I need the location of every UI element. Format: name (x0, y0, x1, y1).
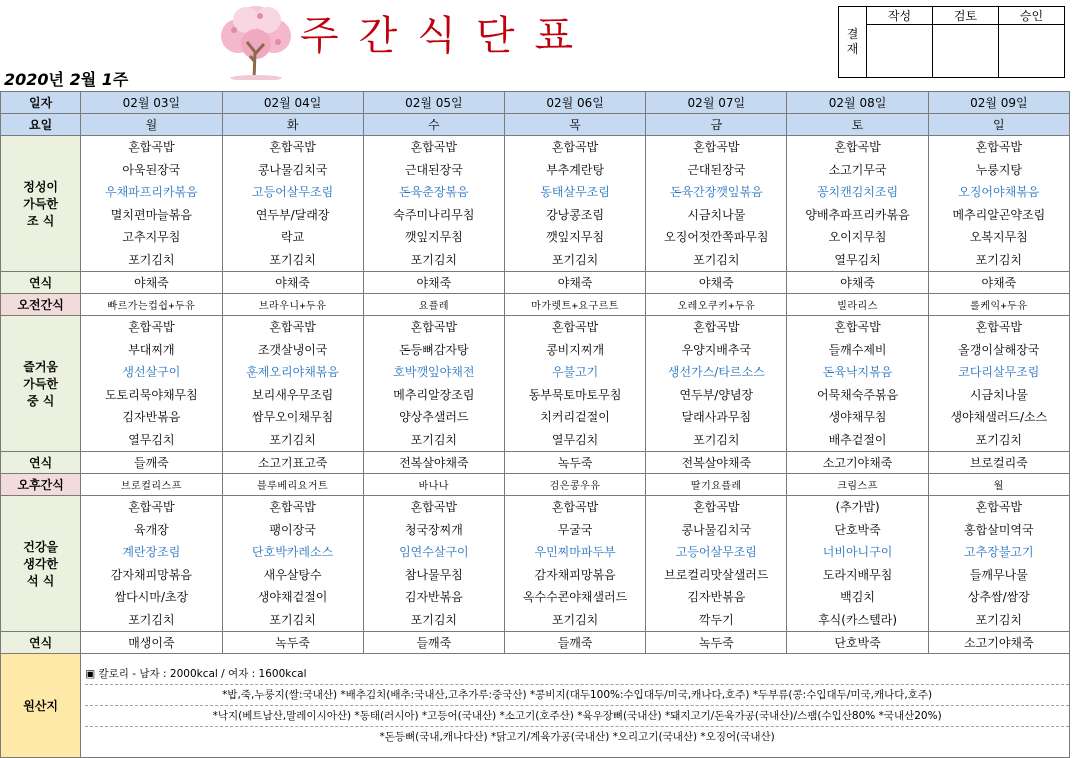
menu-item: 단호박카레소스 (252, 545, 334, 559)
menu-item: 시금치나물 (687, 207, 746, 222)
dinner-extra-row-label: 연식 (1, 632, 81, 654)
menu-item: 혼합곡밥 (410, 320, 458, 334)
menu-item: 고추장불고기 (964, 545, 1034, 559)
menu-item: 포기김치 (269, 432, 316, 447)
lunch-extra-cell: 소고기야채죽 (787, 452, 928, 474)
lunch-row-label: 즐거움 가득한 중 식 (1, 316, 81, 452)
approval-header-write: 작성 (867, 7, 933, 25)
menu-item: 포기김치 (128, 252, 175, 267)
menu-item: 혼합곡밥 (269, 320, 316, 334)
menu-item: 돈육낙지볶음 (822, 365, 893, 379)
menu-item: 혼합곡밥 (128, 500, 175, 514)
menu-item: 포기김치 (975, 432, 1023, 447)
approval-box (838, 6, 1065, 78)
menu-item: 청국장찌개 (404, 522, 463, 537)
breakfast-extra-row-label: 연식 (1, 272, 81, 294)
approval-sign-review[interactable] (933, 25, 999, 78)
menu-item: 조갯살냉이국 (257, 342, 328, 357)
morning-snack-cell: 빌라리스 (787, 294, 928, 316)
menu-item: 누룽지탕 (975, 162, 1023, 177)
menu-item: 포기김치 (693, 252, 740, 267)
lunch-cell (504, 316, 645, 452)
menu-item: 콩나물김치국 (257, 162, 328, 177)
menu-item: 깻잎지무침 (404, 230, 463, 244)
breakfast-cell (363, 136, 504, 272)
lunch-cell (928, 316, 1069, 452)
menu-item: 계란장조림 (122, 545, 181, 559)
afternoon-snack-cell: 월 (928, 474, 1069, 496)
menu-item: 들깨무나물 (969, 567, 1028, 582)
menu-item: 생선살구이 (122, 365, 181, 379)
menu-item: 김자반볶음 (122, 410, 181, 424)
dinner-cell (787, 496, 928, 632)
date-cell: 02월 06일 (504, 92, 645, 114)
menu-item: 혼합곡밥 (975, 320, 1023, 334)
menu-item: 포기김치 (410, 612, 458, 627)
menu-item: 홍합살미역국 (964, 522, 1034, 537)
breakfast-cell (81, 136, 222, 272)
menu-item: 오이지무침 (828, 230, 887, 244)
breakfast-extra-cell: 야채죽 (646, 272, 787, 294)
menu-item: 고추지무침 (122, 230, 181, 244)
approval-sign-approve[interactable] (999, 25, 1065, 78)
dinner-cell (928, 496, 1069, 632)
menu-item: 부대찌개 (128, 342, 175, 357)
origin-row-label: 원산지 (1, 654, 81, 758)
afternoon-snack-row-label: 오후간식 (1, 474, 81, 496)
menu-item: 혼합곡밥 (693, 320, 740, 334)
menu-item: 콩비지찌개 (546, 342, 605, 357)
afternoon-snack-cell: 검은콩우유 (504, 474, 645, 496)
menu-item: 훈제오리야채볶음 (246, 365, 339, 379)
dinner-extra-cell: 녹두죽 (222, 632, 363, 654)
menu-item: 혼합곡밥 (269, 500, 316, 514)
menu-item: 우양지배추국 (681, 342, 752, 357)
menu-item: 후식(카스텔라) (818, 612, 898, 627)
menu-item: 열무김치 (551, 432, 599, 447)
menu-item: 무굴국 (557, 522, 593, 537)
menu-item: 혼합곡밥 (975, 140, 1023, 154)
menu-item: 연두부/달래장 (255, 207, 330, 222)
menu-item: 혼합곡밥 (128, 320, 175, 334)
menu-item: 단호박죽 (834, 522, 881, 537)
dinner-row-label: 건강을 생각한 석 식 (1, 496, 81, 632)
approval-sign-write[interactable] (867, 25, 933, 78)
menu-item: 동부묵토마토무침 (528, 387, 622, 402)
morning-snack-cell: 브라우니+두유 (222, 294, 363, 316)
menu-item: 시금치나물 (969, 387, 1028, 402)
menu-item: 호박깻잎야채전 (393, 365, 475, 379)
menu-item: 김자반볶음 (404, 590, 463, 604)
lunch-extra-cell: 전복살야채죽 (363, 452, 504, 474)
weekday-cell: 월 (81, 114, 222, 136)
weekday-cell: 금 (646, 114, 787, 136)
menu-item: 김자반볶음 (687, 590, 746, 604)
dinner-extra-cell: 들깨죽 (504, 632, 645, 654)
weekday-cell: 토 (787, 114, 928, 136)
menu-item: 근대된장국 (404, 162, 463, 177)
menu-item: 메추리알장조림 (393, 387, 475, 402)
menu-item: 부추계란탕 (546, 162, 605, 177)
menu-item: 감자채피망볶음 (110, 567, 192, 582)
approval-header-review: 검토 (933, 7, 999, 25)
breakfast-extra-cell: 야채죽 (363, 272, 504, 294)
dinner-cell (363, 496, 504, 632)
menu-item: 강낭콩조림 (546, 207, 605, 222)
menu-item: 참나물무침 (404, 567, 463, 582)
origin-line: *돈등뼈(국내,캐나다산) *닭고기/계육가공(국내산) *오리고기(국내산) *오징어(국내산) (379, 730, 775, 743)
menu-item: 배추겉절이 (828, 432, 887, 447)
menu-item: 열무김치 (834, 252, 881, 267)
menu-item: 너비아니구이 (822, 545, 893, 559)
lunch-extra-cell: 들깨죽 (81, 452, 222, 474)
menu-item: 락교 (281, 230, 305, 244)
menu-item: 브로컬리맛살샐러드 (664, 567, 769, 582)
weekday-cell: 화 (222, 114, 363, 136)
dinner-extra-cell: 녹두죽 (646, 632, 787, 654)
menu-item: 올갱이살해장국 (958, 342, 1040, 357)
dinner-cell (504, 496, 645, 632)
origin-line: *밥,죽,누룽지(쌀:국내산) *배추김치(배추:국내산,고추가루:중국산) *콩비지(대두100%:수입대두/미국,캐나다,호주) *두부류(콩:수입대두/미국,캐나다,호주) (85, 685, 1069, 706)
dinner-cell (81, 496, 222, 632)
breakfast-cell (504, 136, 645, 272)
cherry-blossom-tree-image (214, 2, 298, 80)
breakfast-extra-cell: 야채죽 (928, 272, 1069, 294)
menu-item: 포기김치 (410, 252, 458, 267)
menu-item: 열무김치 (128, 432, 175, 447)
breakfast-cell (928, 136, 1069, 272)
morning-snack-cell: 롤케익+두유 (928, 294, 1069, 316)
menu-item: 오징어젓깐쪽파무침 (664, 230, 769, 244)
afternoon-snack-cell: 크림스프 (787, 474, 928, 496)
menu-item: 돈육간장깻잎볶음 (669, 185, 763, 199)
menu-item: 우민찌마파두부 (534, 545, 616, 559)
breakfast-extra-cell: 야채죽 (222, 272, 363, 294)
weekday-row-label: 요일 (1, 114, 81, 136)
menu-item: 들깨수제비 (828, 342, 887, 357)
menu-item: 양배추파프리카볶음 (805, 207, 910, 222)
origin-info (81, 654, 1070, 758)
menu-item: 포기김치 (693, 432, 740, 447)
menu-item: 감자채피망볶음 (534, 567, 616, 582)
menu-item: 보리새우무조림 (252, 387, 334, 402)
dinner-extra-cell: 들깨죽 (363, 632, 504, 654)
date-cell: 02월 03일 (81, 92, 222, 114)
menu-item: 혼합곡밥 (410, 500, 458, 514)
lunch-extra-cell: 소고기표고죽 (222, 452, 363, 474)
menu-item: 포기김치 (410, 432, 458, 447)
menu-item: 상추쌈/쌈장 (967, 590, 1030, 604)
dinner-cell (222, 496, 363, 632)
weekly-menu-table (0, 91, 1070, 758)
menu-item: 혼합곡밥 (551, 140, 599, 154)
menu-item: 동태살무조림 (540, 185, 610, 199)
weekday-cell: 수 (363, 114, 504, 136)
menu-item: 포기김치 (975, 252, 1023, 267)
menu-item: 옥수수콘야채샐러드 (522, 590, 628, 604)
morning-snack-cell: 오레오쿠키+두유 (646, 294, 787, 316)
page-title: 주간식단표 (300, 13, 594, 59)
menu-item: 혼합곡밥 (975, 500, 1023, 514)
menu-item: 포기김치 (269, 612, 316, 627)
afternoon-snack-cell: 브로컬리스프 (81, 474, 222, 496)
menu-item: 포기김치 (128, 612, 175, 627)
menu-item: 생야채겉절이 (257, 590, 328, 604)
breakfast-row-label: 정성이 가득한 조 식 (1, 136, 81, 272)
menu-item: 우채파프리카볶음 (105, 185, 198, 199)
menu-item: 포기김치 (551, 252, 599, 267)
lunch-extra-cell: 전복살야채죽 (646, 452, 787, 474)
menu-item: 도라지배무침 (822, 567, 893, 582)
menu-item: 숙주미나리무침 (393, 207, 475, 222)
date-row-label: 일자 (1, 92, 81, 114)
menu-item: 돈등뼈감자탕 (399, 342, 469, 357)
menu-item: 혼합곡밥 (269, 140, 316, 154)
menu-item: 혼합곡밥 (834, 320, 881, 334)
menu-item: 혼합곡밥 (128, 140, 175, 154)
afternoon-snack-cell: 딸기요플레 (646, 474, 787, 496)
date-cell: 02월 05일 (363, 92, 504, 114)
menu-item: 백김치 (840, 590, 875, 604)
lunch-cell (787, 316, 928, 452)
menu-item: 혼합곡밥 (551, 320, 599, 334)
menu-item: 멸치편마늘볶음 (110, 207, 192, 222)
menu-item: 포기김치 (975, 612, 1023, 627)
menu-item: 콩나물김치국 (681, 522, 752, 537)
menu-item: 혼합곡밥 (693, 140, 740, 154)
menu-item: 육개장 (133, 522, 169, 537)
approval-header-approve: 승인 (999, 7, 1065, 25)
menu-item: 쌈무오이채무침 (252, 410, 334, 424)
menu-item: 양상추샐러드 (399, 410, 469, 424)
date-cell: 02월 07일 (646, 92, 787, 114)
week-label: 2020년 2월 1주 (4, 70, 129, 89)
breakfast-cell (787, 136, 928, 272)
menu-item: 고등어살무조림 (252, 185, 334, 199)
morning-snack-cell: 마가렛트+요구르트 (504, 294, 645, 316)
menu-item: 오징어야채볶음 (958, 185, 1040, 199)
weekday-cell: 일 (928, 114, 1069, 136)
menu-item: 코다리살무조림 (958, 365, 1040, 379)
menu-item: 혼합곡밥 (693, 500, 740, 514)
origin-line: ▣ 칼로리 - 남자 : 2000kcal / 여자 : 1600kcal (85, 664, 1069, 685)
dinner-extra-cell: 단호박죽 (787, 632, 928, 654)
dinner-extra-cell: 소고기야채죽 (928, 632, 1069, 654)
morning-snack-cell: 요플레 (363, 294, 504, 316)
afternoon-snack-cell: 바나나 (363, 474, 504, 496)
menu-item: 생야채무침 (828, 410, 887, 424)
approval-label: 결 재 (839, 7, 867, 78)
menu-item: 혼합곡밥 (410, 140, 458, 154)
lunch-extra-cell: 녹두죽 (504, 452, 645, 474)
lunch-cell (81, 316, 222, 452)
afternoon-snack-cell: 블루베리요거트 (222, 474, 363, 496)
dinner-extra-cell: 매생이죽 (81, 632, 222, 654)
breakfast-extra-cell: 야채죽 (787, 272, 928, 294)
menu-item: 새우살탕수 (263, 567, 322, 582)
date-cell: 02월 04일 (222, 92, 363, 114)
morning-snack-cell: 빠르가는컵쉽+두유 (81, 294, 222, 316)
menu-item: 포기김치 (551, 612, 599, 627)
lunch-cell (222, 316, 363, 452)
breakfast-cell (646, 136, 787, 272)
morning-snack-row-label: 오전간식 (1, 294, 81, 316)
lunch-cell (363, 316, 504, 452)
menu-item: 우불고기 (551, 365, 599, 379)
menu-item: 어묵채숙주볶음 (816, 387, 899, 402)
menu-item: 꽁치캔김치조림 (816, 185, 899, 199)
lunch-extra-cell: 브로컬리죽 (928, 452, 1069, 474)
menu-item: 고등어살무조림 (675, 545, 757, 559)
menu-item: 깻잎지무침 (546, 230, 605, 244)
menu-item: 임연수살구이 (399, 545, 469, 559)
menu-item: 깍두기 (698, 612, 734, 627)
menu-item: 메추리알곤약조림 (952, 207, 1046, 222)
lunch-extra-row-label: 연식 (1, 452, 81, 474)
menu-item: 도토리묵야채무침 (105, 387, 198, 402)
menu-item: 포기김치 (269, 252, 316, 267)
menu-item: 달래사과무침 (681, 410, 752, 424)
menu-item: 팽이장국 (269, 522, 316, 537)
menu-item: 돈육춘장볶음 (399, 185, 469, 199)
menu-item: 치커리겉절이 (540, 410, 610, 424)
menu-item: 소고기무국 (828, 162, 887, 177)
date-cell: 02월 08일 (787, 92, 928, 114)
menu-item: 연두부/양념장 (679, 387, 754, 402)
menu-item: 쌈다시마/초장 (114, 590, 189, 604)
menu-item: 생야채샐러드/소스 (950, 410, 1048, 424)
breakfast-extra-cell: 야채죽 (504, 272, 645, 294)
menu-item: 오복지무침 (969, 230, 1028, 244)
date-cell: 02월 09일 (928, 92, 1069, 114)
menu-item: 생선가스/타르소스 (667, 365, 765, 379)
weekday-cell: 목 (504, 114, 645, 136)
breakfast-extra-cell: 야채죽 (81, 272, 222, 294)
lunch-cell (646, 316, 787, 452)
menu-item: 혼합곡밥 (551, 500, 599, 514)
menu-item: (추가밥) (835, 500, 880, 514)
dinner-cell (646, 496, 787, 632)
menu-item: 근대된장국 (687, 162, 746, 177)
menu-item: 아욱된장국 (122, 162, 181, 177)
menu-item: 혼합곡밥 (834, 140, 881, 154)
origin-line: *낙지(베트남산,말레이시아산) *동태(러시아) *고등어(국내산) *소고기(호주산) *육우장뼈(국내산) *돼지고기/돈육가공(국내산)/스팸(수입산80% *국내산20%) (85, 706, 1069, 727)
breakfast-cell (222, 136, 363, 272)
